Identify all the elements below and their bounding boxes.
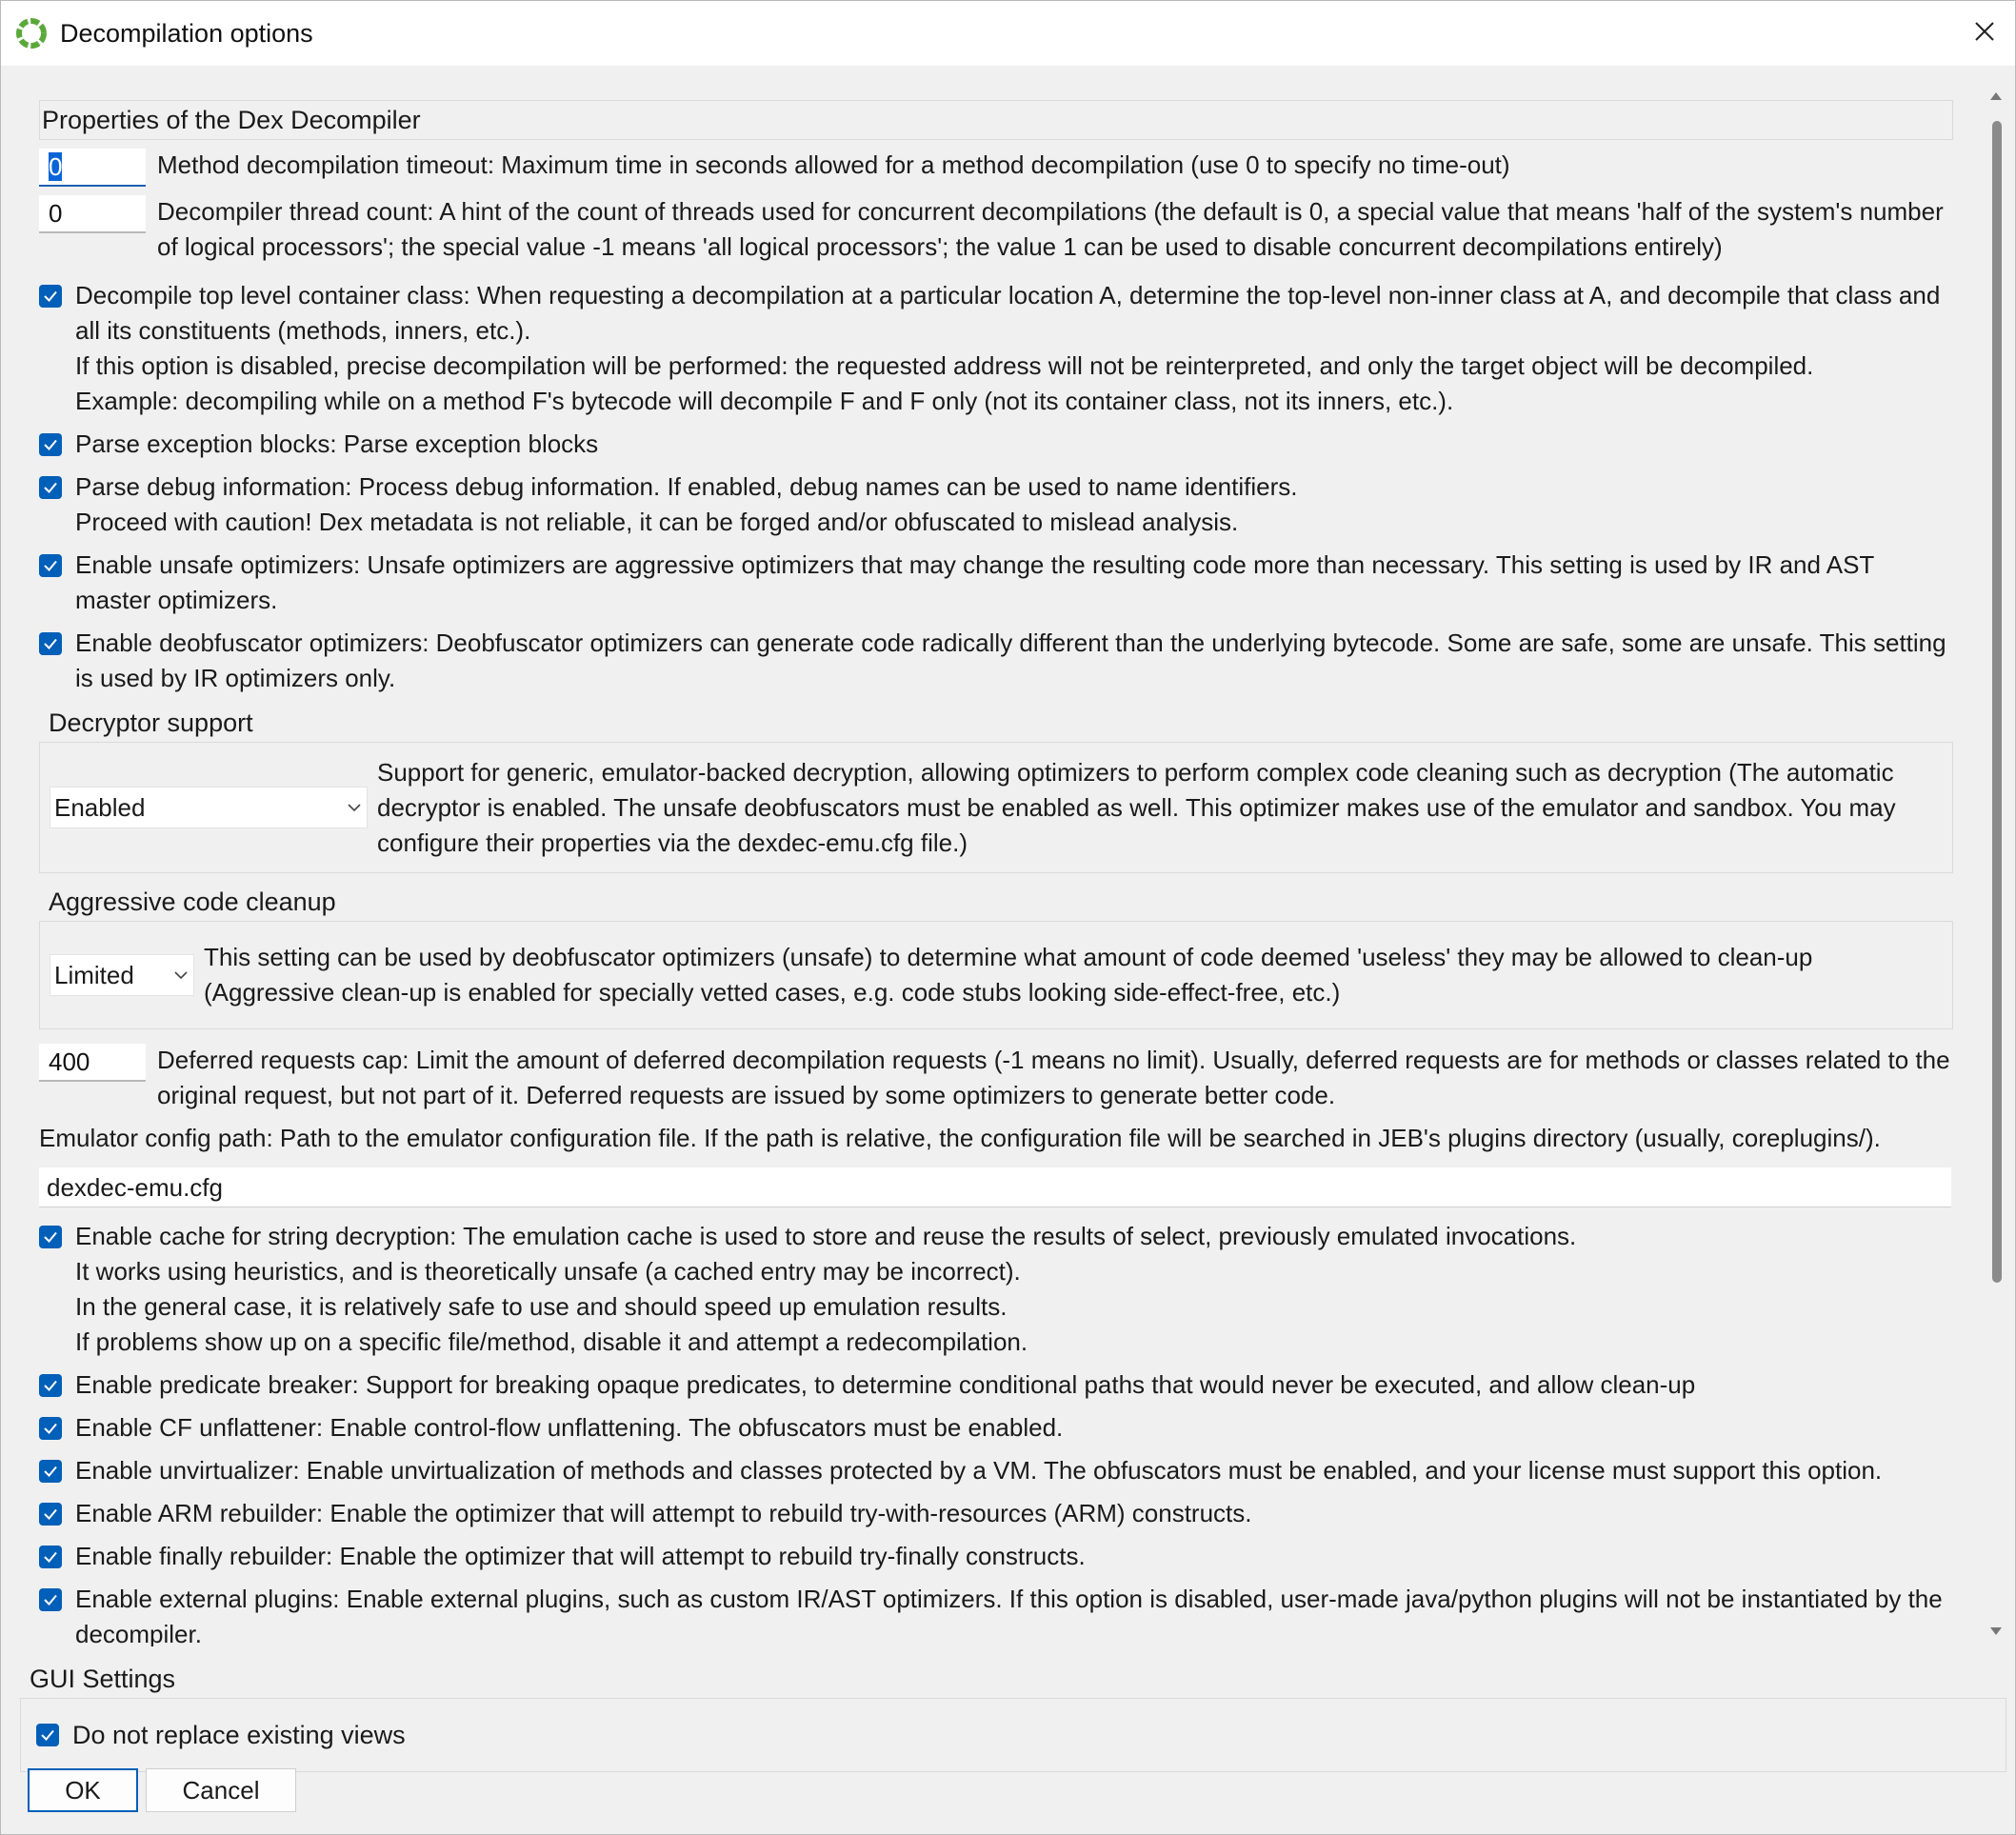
cleanup-group [39,883,1953,1029]
close-icon [1974,21,1995,42]
option-label-line: It works using heuristics, and is theoretically unsafe (a cached entry may be incorrect). [75,1257,1021,1286]
checkbox-option [39,1410,1953,1446]
option-label [75,1367,1953,1403]
deferred-row [39,1043,1953,1113]
option-label [75,1496,1953,1531]
checkbox-option [39,548,1953,618]
dialog-buttons [28,1768,304,1812]
checkbox-option [39,1496,1953,1531]
checkmark-icon [42,1377,59,1394]
scroll-up-arrow-icon[interactable] [1990,92,2002,100]
option-label-line: Enable unsafe optimizers: Unsafe optimizers are aggressive optimizers that may change the resulting code more than necessary. This setting is used by IR and AST master optimizers. [75,550,1874,614]
checkbox-list-top [39,278,1953,696]
method-timeout-input[interactable] [39,149,146,187]
method-timeout-value: 0 [49,152,63,181]
option-label [75,1219,1953,1360]
option-label-line: Enable predicate breaker: Support for breaking opaque predicates, to determine conditional paths that would never be executed, and allow clean-up [75,1370,1696,1399]
checkmark-icon [42,1463,59,1480]
scroll-down-arrow-icon[interactable] [1990,1627,2002,1635]
vertical-scrollbar[interactable] [1988,92,2004,1635]
checkmark-icon [42,436,59,453]
decryptor-description: Support for generic, emulator-backed decryption, allowing optimizers to perform complex code cleaning such as decryption (The automatic decryptor is enabled. The unsafe deobfuscators must be enabled as well. This optimizer makes use of the emulator and sandbox. You may configure their properties via the dexdec-emu.cfg file.) [377,757,1896,857]
emulator-config-input[interactable]: dexdec-emu.cfg [39,1167,1951,1207]
method-timeout-label: Method decompilation timeout: Maximum time in seconds allowed for a method decompilation (use 0 to specify no time-out) [157,150,1510,179]
gui-settings-box [20,1698,2006,1772]
decryptor-selected-value: Enabled [54,792,146,822]
option-label-line: Enable cache for string decryption: The emulation cache is used to store and reuse the results of select, previously emulated invocations. [75,1222,1577,1250]
checkmark-icon [42,557,59,574]
checkmark-icon [42,1506,59,1523]
dialog-title: Decompilation options [60,19,313,48]
section-title: Properties of the Dex Decompiler [39,100,1953,140]
option-label-line: Enable ARM rebuilder: Enable the optimizer that will attempt to rebuild try-with-resources (ARM) constructs. [75,1499,1252,1527]
option-label [75,1582,1953,1646]
option-label-line: Enable finally rebuilder: Enable the optimizer that will attempt to rebuild try-finally constructs. [75,1542,1086,1570]
checkmark-icon [42,1548,59,1566]
option-label-line: Enable CF unflattener: Enable control-flow unflattening. The obfuscators must be enabled. [75,1413,1064,1442]
cleanup-group-title: Aggressive code cleanup [49,888,336,916]
option-label [75,1539,1953,1574]
chevron-down-icon [346,799,363,816]
scroll-thumb[interactable] [1992,121,2002,1283]
deferred-cap-label: Deferred requests cap: Limit the amount of deferred decompilation requests (-1 means no limit). Usually, deferred requests are for methods or classes related to the original request, but not part of it. Deferred requests are issued by some optimizers to generate better code. [157,1046,1950,1109]
checkmark-icon [42,1228,59,1246]
option-checkbox[interactable] [39,1588,62,1611]
checkbox-option [39,626,1953,696]
option-label [75,278,1953,419]
checkbox-option [39,1539,1953,1574]
cleanup-description: This setting can be used by deobfuscator optimizers (unsafe) to determine what amount of code deemed 'useless' they may be allowed to clean-up (Aggressive clean-up is enabled for specially vetted cases, e.g. code stubs looking side-effect-free, etc.) [204,943,1813,1007]
option-checkbox[interactable] [39,1374,62,1397]
checkbox-option [39,427,1953,462]
option-label [75,427,1953,462]
checkmark-icon [42,479,59,496]
option-label-line: Enable external plugins: Enable external plugins, such as custom IR/AST optimizers. If this option is disabled, user-made java/python plugins will not be instantiated by the decompiler. [75,1585,1943,1646]
option-checkbox[interactable] [39,433,62,456]
cleanup-dropdown[interactable] [50,954,194,996]
option-label-line: Proceed with caution! Dex metadata is not reliable, it can be forged and/or obfuscated to mislead analysis. [75,508,1239,536]
decryptor-group [39,704,1953,873]
checkbox-option [39,278,1953,419]
deferred-cap-input[interactable]: 400 [39,1044,146,1082]
title-bar [1,1,2015,66]
option-label [75,1453,1953,1488]
cleanup-group-box [39,921,1953,1029]
close-button[interactable] [1964,10,2006,52]
decryptor-dropdown[interactable] [50,787,368,828]
option-label [75,626,1953,696]
checkbox-list-bottom [39,1219,1953,1646]
gui-settings-title: GUI Settings [30,1665,176,1693]
option-checkbox[interactable] [39,1503,62,1526]
chevron-down-icon [172,967,190,984]
options-scroll-area[interactable] [1,66,2016,1646]
option-checkbox[interactable] [39,1226,62,1248]
option-checkbox[interactable] [39,1460,62,1483]
cleanup-selected-value: Limited [54,960,134,989]
emulator-config-label: Emulator config path: Path to the emulator configuration file. If the path is relative, the configuration file will be searched in JEB's plugins directory (usually, coreplugins/). [39,1124,1881,1152]
option-checkbox[interactable] [39,554,62,577]
checkbox-option [39,1367,1953,1403]
thread-count-label: Decompiler thread count: A hint of the count of threads used for concurrent decompilations (the default is 0, a special value that means 'half of the system's number of logical processors'; the special value -1 means 'all logical processors'; the value 1 can be used to disable concurrent decompilations entirely) [157,197,1944,261]
options-content [39,100,1953,1646]
checkmark-icon [42,288,59,305]
option-label-line: Parse exception blocks: Parse exception blocks [75,429,599,458]
checkbox-option [39,469,1953,540]
option-label-line: If this option is disabled, precise decompilation will be performed: the requested address will not be reinterpreted, and only the target object will be decompiled. [75,351,1814,380]
thread-count-input[interactable]: 0 [39,195,146,233]
decryptor-group-title: Decryptor support [49,708,253,737]
option-label-line: Decompile top level container class: When requesting a decompilation at a particular location A, determine the top-level non-inner class at A, and decompile that class and all its constituents (methods, inners, etc.). [75,281,1941,345]
option-label-line: If problems show up on a specific file/method, disable it and attempt a redecompilation. [75,1327,1028,1356]
option-label-line: Parse debug information: Process debug information. If enabled, debug names can be used to name identifiers. [75,472,1298,501]
checkmark-icon [42,1591,59,1608]
option-label-line: Enable deobfuscator optimizers: Deobfuscator optimizers can generate code radically different than the underlying bytecode. Some are safe, some are unsafe. This setting is used by IR optimizers only. [75,628,1946,692]
gui-settings-group [20,1660,2006,1772]
option-checkbox[interactable] [39,1417,62,1440]
checkmark-icon [42,635,59,652]
option-checkbox[interactable] [39,632,62,655]
thread-count-row [39,194,1953,265]
option-label-line: In the general case, it is relatively safe to use and should speed up emulation results. [75,1292,1008,1321]
option-label [75,469,1953,540]
cancel-button[interactable]: Cancel [146,1768,296,1812]
option-checkbox[interactable] [39,476,62,499]
option-label [75,548,1953,618]
jeb-logo-icon [14,16,49,50]
option-checkbox[interactable] [39,285,62,308]
decryptor-group-box [39,742,1953,873]
checkbox-option [39,1219,1953,1360]
method-timeout-row [39,148,1953,187]
option-label [75,1410,1953,1446]
checkbox-option [39,1582,1953,1646]
checkbox-option [39,1453,1953,1488]
do-not-replace-views-checkbox[interactable] [36,1724,59,1746]
do-not-replace-views-label: Do not replace existing views [72,1720,406,1749]
option-label-line: Enable unvirtualizer: Enable unvirtualization of methods and classes protected by a VM. The obfuscators must be enabled, and your license must support this option. [75,1456,1883,1485]
ok-button[interactable]: OK [28,1768,138,1812]
option-checkbox[interactable] [39,1546,62,1568]
checkmark-icon [42,1420,59,1437]
checkmark-icon [39,1726,56,1744]
option-label-line: Example: decompiling while on a method F's bytecode will decompile F and F only (not its container class, not its inners, etc.). [75,387,1454,415]
